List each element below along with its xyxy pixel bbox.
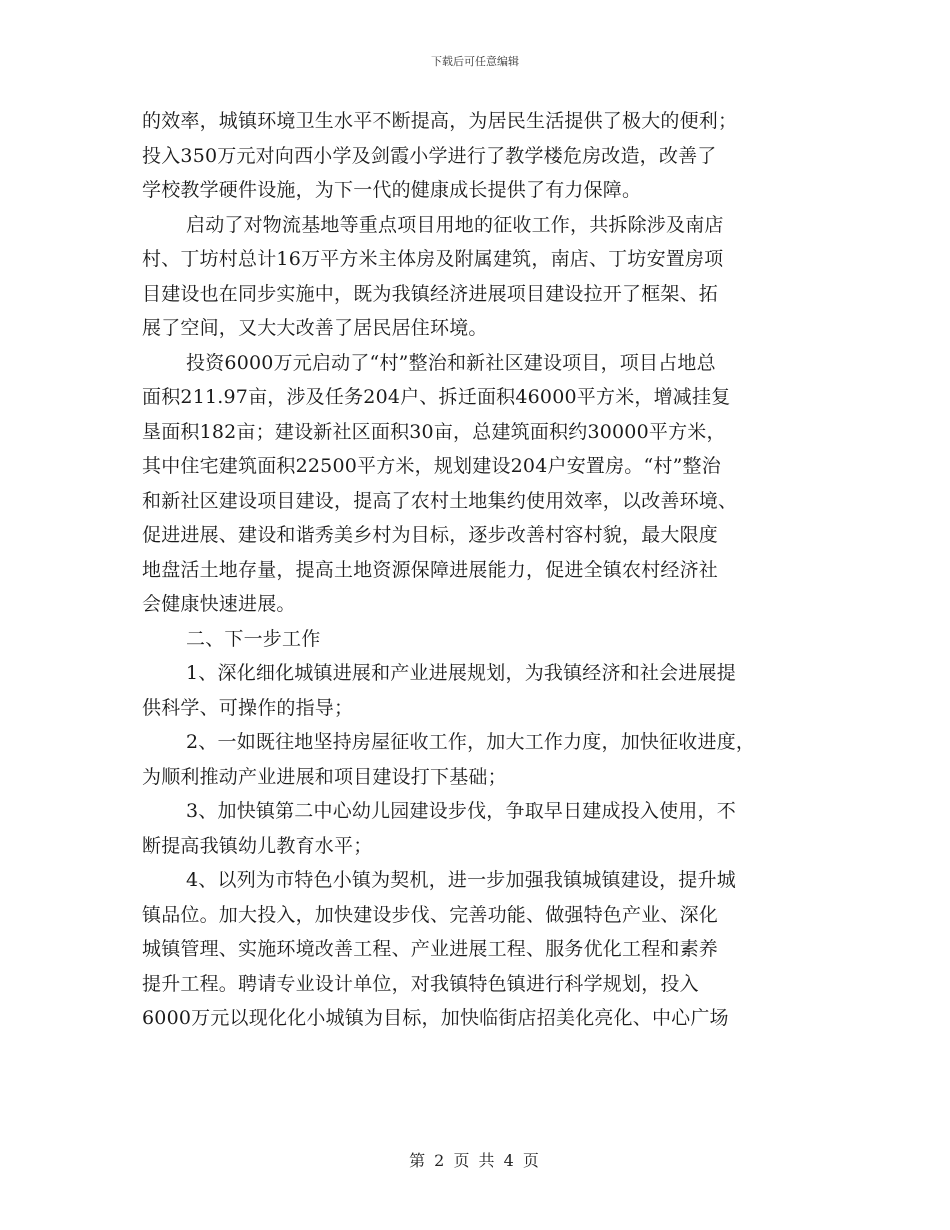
text-line: 垦面积182亩；建设新社区面积30亩，总建筑面积约30000平方米，	[142, 420, 726, 443]
text-line: 学校教学硬件设施，为下一代的健康成长提供了有力保障。	[142, 179, 642, 201]
list-item-start: 2、一如既往地坚持房屋征收工作，加大工作力度，加快征收进度，	[186, 731, 756, 753]
paragraph-start: 投资6000万元启动了“村”整治和新社区建设项目，项目占地总	[186, 351, 716, 374]
text-line: 投入350万元对向西小学及剑霞小学进行了教学楼危房改造，改善了	[142, 144, 717, 167]
text-line: 村、丁坊村总计16万平方米主体房及附属建筑，南店、丁坊安置房项	[142, 248, 724, 270]
text-line: 其中住宅建筑面积22500平方米，规划建设204户安置房。“村”整治	[142, 455, 721, 477]
text-line: 地盘活土地存量，提高土地资源保障进展能力，促进全镇农村经济社	[142, 558, 719, 581]
text-line: 的效率，城镇环境卫生水平不断提高，为居民生活提供了极大的便利；	[142, 110, 738, 132]
text-line: 和新社区建设项目建设，提高了农村土地集约使用效率，以改善环境、	[142, 489, 738, 512]
text-line: 城镇管理、实施环境改善工程、产业进展工程、服务优化工程和素养	[142, 938, 719, 960]
text-line: 镇品位。加大投入，加快建设步伐、完善功能、做强特色产业、深化	[142, 903, 719, 926]
section-heading: 二、下一步工作	[186, 627, 321, 650]
paragraph-start: 启动了对物流基地等重点项目用地的征收工作，共拆除涉及南店	[186, 213, 724, 236]
list-item-start: 4、以列为市特色小镇为契机，进一步加强我镇城镇建设，提升城	[186, 869, 736, 891]
text-line: 面积211.97亩，涉及任务204户、拆迁面积46000平方米，增减挂复	[142, 386, 731, 408]
page-number: 第 2 页 共 4 页	[409, 1151, 541, 1170]
text-line: 促进进展、建设和谐秀美乡村为目标，逐步改善村容村貌，最大限度	[142, 524, 719, 546]
text-line: 6000万元以现化化小城镇为目标，加快临街店招美化亮化、中心广场	[142, 1007, 729, 1029]
list-item-start: 1、深化细化城镇进展和产业进展规划，为我镇经济和社会进展提	[186, 662, 736, 684]
text-line: 供科学、可操作的指导；	[142, 696, 354, 719]
text-line: 为顺利推动产业进展和项目建设打下基础；	[142, 765, 507, 788]
text-line: 目建设也在同步实施中，既为我镇经济进展项目建设拉开了框架、拓	[142, 282, 719, 305]
text-line: 展了空间，又大大改善了居民居住环境。	[142, 317, 488, 339]
text-line: 会健康快速进展。	[142, 593, 296, 615]
document-body	[142, 104, 810, 1036]
text-line: 提升工程。聘请专业设计单位，对我镇特色镇进行科学规划，投入	[142, 972, 699, 995]
page-header-note: 下载后可任意编辑	[431, 55, 519, 68]
text-line: 断提高我镇幼儿教育水平；	[142, 834, 373, 857]
list-item-start: 3、加快镇第二中心幼儿园建设步伐，争取早日建成投入使用，不	[186, 800, 736, 822]
